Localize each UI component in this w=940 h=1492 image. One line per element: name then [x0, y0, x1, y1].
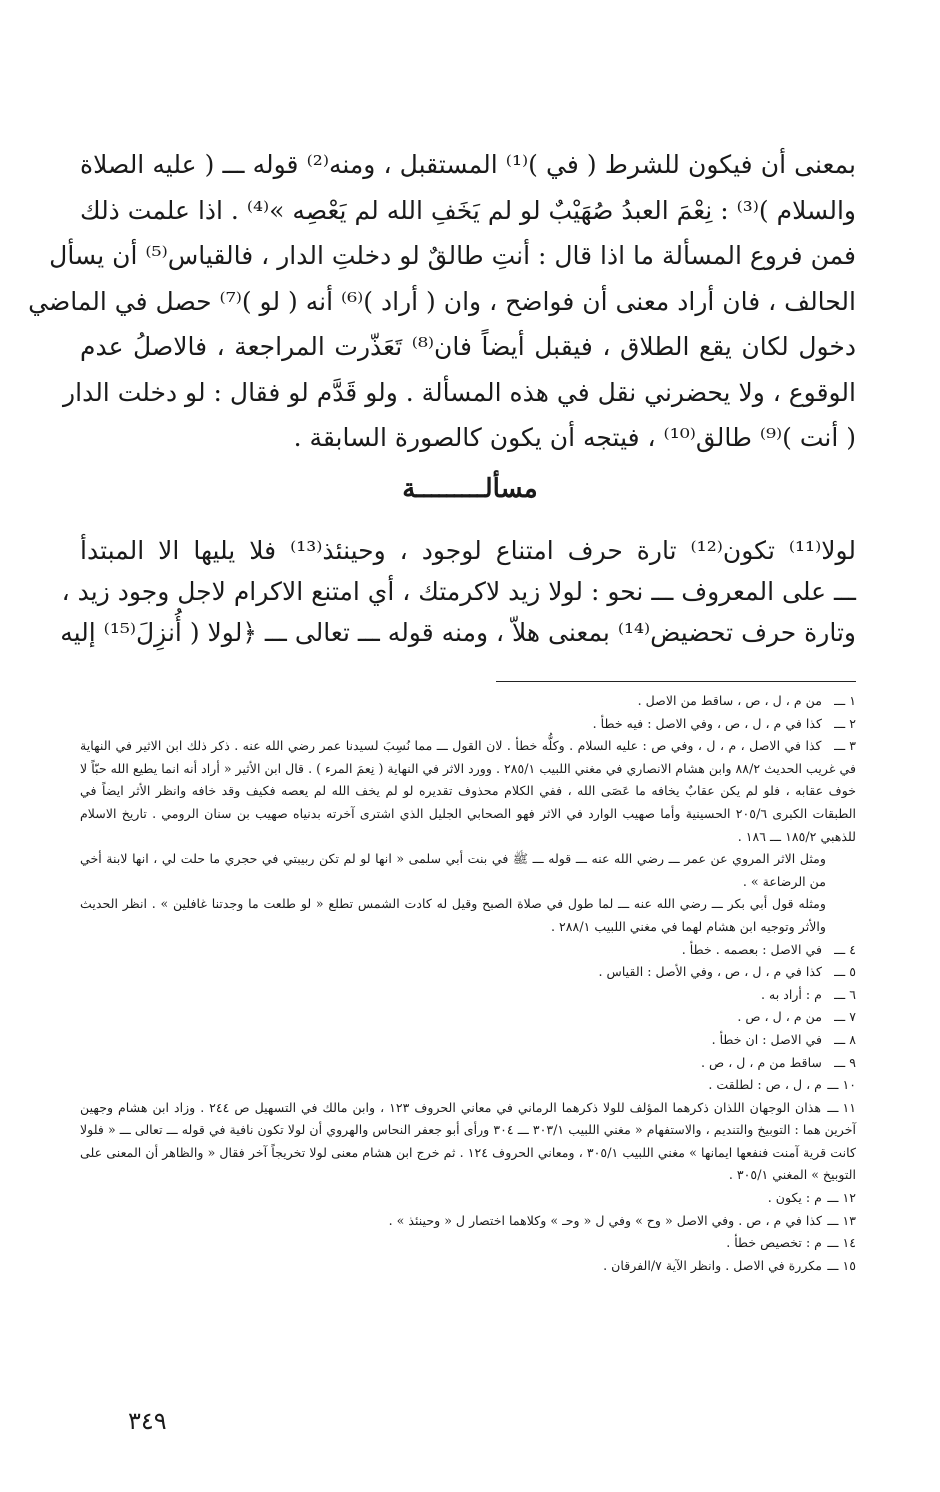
section-text-line: ـــ على المعروف ـــ نحو : لولا زيد لاكرمتك ، أي امتنع الاكرام لاجل وجود زيد ، [61, 577, 856, 606]
footnote-number: ٦ ـــ [834, 986, 856, 1002]
footnote-number: ١ ـــ [834, 693, 856, 708]
footnote-14 [80, 1232, 856, 1255]
footnote-7 [80, 1006, 856, 1029]
page-number: ٣٤٩ [128, 1407, 167, 1435]
footnote-number: ٨ ـــ [834, 1031, 856, 1047]
footnote-3-continuation-a [80, 848, 856, 893]
footnote-number: ١٢ ـــ [827, 1190, 856, 1206]
section-text-block [60, 530, 856, 653]
footnote-10 [80, 1074, 856, 1097]
main-text-line: ( أنت )⁽⁹⁾ طالق⁽¹⁰⁾ ، فيتجه أن يكون كالصورة السابقة . [293, 423, 856, 452]
main-text-block [28, 142, 856, 461]
footnote-text: كذا في م ، ل ، ص ، وفي الأصل : القياس . [598, 964, 822, 980]
footnote-number: ٥ ـــ [834, 964, 856, 980]
footnote-divider [496, 681, 856, 682]
footnote-5 [80, 961, 856, 984]
footnote-11 [80, 1097, 856, 1187]
footnote-number: ١١ ـــ [827, 1099, 857, 1115]
footnote-text: من م ، ل ، ص . [737, 1009, 822, 1025]
main-text-line: والسلام )⁽³⁾ : نِعْمَ العبدُ صُهَيْبٌ لو لم يَخَفِ الله لم يَعْصِه »⁽⁴⁾ . اذا علمت ذلك [80, 195, 856, 225]
footnote-3-continuation-b [80, 893, 856, 938]
footnote-15 [80, 1255, 856, 1278]
footnote-3 [80, 735, 856, 848]
main-text-line: دخول لكان يقع الطلاق ، فيقبل أيضاً فان⁽⁸⁾ تَعَذّرت المراجعة ، فالاصلُ عدم [80, 332, 856, 361]
footnote-13 [80, 1210, 856, 1233]
footnote-number: ٤ ـــ [834, 941, 856, 957]
footnote-1 [80, 690, 856, 713]
footnote-9 [80, 1052, 856, 1075]
footnote-number: ١٠ ـــ [827, 1077, 856, 1093]
footnote-number: ١٥ ـــ [827, 1257, 856, 1273]
footnote-number: ٢ ـــ [834, 715, 856, 731]
footnote-text: ساقط من م ، ل ، ص . [700, 1054, 822, 1070]
section-text-line: لولا⁽¹¹⁾ تكون⁽¹²⁾ تارة حرف امتناع لوجود ، وحينئذ⁽¹³⁾ فلا يليها الا المبتدأ [80, 536, 856, 565]
footnote-number: ١٣ ـــ [827, 1212, 856, 1228]
footnote-text: مكررة في الاصل . وانظر الآية ٧/الفرقان . [603, 1257, 822, 1273]
section-heading: مسألـــــــــة [402, 474, 538, 504]
footnote-6 [80, 984, 856, 1007]
footnote-text: م : تخصيص خطأ . [726, 1235, 822, 1251]
footnote-number: ١٤ ـــ [827, 1235, 856, 1251]
footnote-number: ٧ ـــ [834, 1009, 856, 1025]
footnote-8 [80, 1029, 856, 1052]
footnote-text: م ، ل ، ص : لطلقت . [708, 1077, 822, 1093]
footnotes [80, 690, 856, 1277]
footnote-text: ومثله قول أبي بكر ـــ رضي الله عنه ـــ لما طول في صلاة الصبح وقيل له كادت الشمس تطلع « لو طلعت ما وجدتنا غافلين » . انظر الحديث والأثر وتوجيه ابن هشام لهما في مغني اللبيب ٢٨٨/١ . [80, 896, 826, 934]
section-text-line: وتارة حرف تحضيض⁽¹⁴⁾ بمعنى هلاّ ، ومنه قوله ـــ تعالى ـــ ﴿لولا ( أُنزِلَ⁽¹⁵⁾ إليه [60, 618, 856, 647]
footnote-text: ومثل الاثر المروي عن عمر ـــ رضي الله عنه ـــ قوله ـــ ﷺ في بنت أبي سلمى « انها لو لم تكن ربيبتي في حجري ما حلت لي ، انها لابنة أخي من الرضاعة » . [80, 851, 826, 889]
footnote-text: م : يكون . [767, 1190, 822, 1206]
footnote-text: كذا في م ، ص . وفي الاصل « وح » وفي ل « وحـ » وكلاهما اختصار ل « وحينئذ » . [388, 1212, 822, 1228]
footnote-number: ٣ ـــ [834, 738, 856, 754]
footnote-number: ٩ ـــ [834, 1054, 856, 1070]
footnote-text: كذا في م ، ل ، ص ، وفي الاصل : فيه خطأ . [592, 715, 822, 731]
footnote-12 [80, 1187, 856, 1210]
footnote-text: م : أراد به . [760, 986, 822, 1002]
footnote-4 [80, 939, 856, 962]
footnote-text: من م ، ل ، ص ، ساقط من الاصل . [637, 693, 822, 708]
main-text-line: بمعنى أن فيكون للشرط ( في )⁽¹⁾ المستقبل ، ومنه⁽²⁾ قوله ـــ ( عليه الصلاة [80, 150, 856, 179]
main-text-line: الوقوع ، ولا يحضرني نقل في هذه المسألة . ولو قَدَّم لو فقال : لو دخلت الدار [63, 377, 856, 407]
footnote-text: في الاصل : ان خطأ . [711, 1031, 822, 1047]
footnote-text: كذا في الاصل ، م ، ل ، وفي ص : عليه السلام . وكلُّه خطأ . لان القول ـــ مما نُسِبَ لسيدنا عمر رضي الله عنه . ذكر ذلك ابن الاثير في النهاية في غريب الحديث ٨٨/٢ وابن هشام الانصاري في مغني اللبيب ٢٨٥/١ . وورد الاثر في النهاية ( نِعمَ المرء ) . قال ابن الأثير « أراد أنه انما يطيع الله حبّاً لا خوف عقابه ، فلو لم يكن عقابٌ يخافه ما عَصَى الله ، ففي الكلام محذوف تقديره لو لم يخف الله لم يعصه فكيف وقد خافه وانظر الأثر ايضاً في الطبقات الكبرى ٢٠٥/٦ الحسينية وأما صهيب الوارد في الاثر فهو الصحابي الجليل الذي اشترى آخرته بدنياه صهيب بن سنان الرومي . تاريخ الاسلام للذهبي ١٨٥/٢ ـــ ١٨٦ . [80, 738, 856, 844]
footnote-text: في الاصل : بعصمه . خطأ . [681, 941, 822, 957]
main-text-line: فمن فروع المسألة ما اذا قال : أنتِ طالقٌ لو دخلتِ الدار ، فالقياس⁽⁵⁾ أن يسأل [49, 241, 856, 270]
footnote-2 [80, 713, 856, 736]
footnote-text: هذان الوجهان اللذان ذكرهما المؤلف للولا ذكرهما الرماني في معاني الحروف ١٢٣ ، وابن مالك في التسهيل ص ٢٤٤ . وزاد ابن هشام وجهين آخرين هما : التوبيخ والتنديم ، والاستفهام « مغني اللبيب ٣٠٣/١ ـــ ٣٠٤ ورأى أبو جعفر النحاس والهروي أن لولا تكون نافية في قوله ـــ تعالى ـــ « فلولا كانت قرية آمنت فنفعها ايمانها » مغني اللبيب ٣٠٥/١ ، ومعاني الحروف ١٢٤ . ثم خرج ابن هشام معنى لولا تخريجاً آخر فقال « والظاهر أن المعنى على التوبيخ » المغني ٣٠٥/١ . [80, 1099, 856, 1183]
main-text-line: الحالف ، فان أراد معنى أن فواضح ، وان ( أراد )⁽⁶⁾ أنه ( لو )⁽⁷⁾ حصل في الماضي [28, 286, 856, 316]
